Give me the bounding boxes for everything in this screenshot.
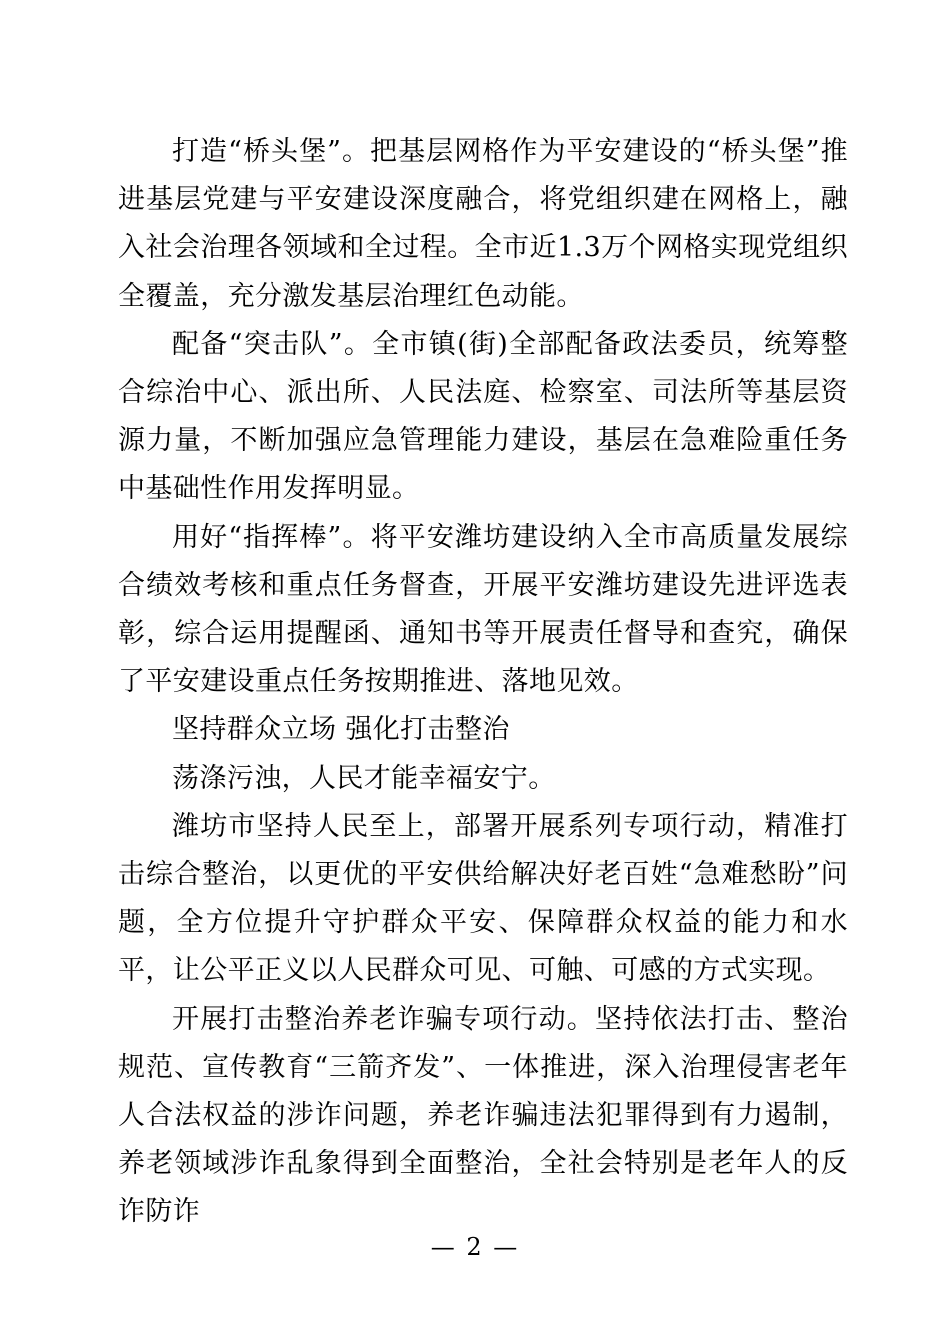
page-number: — 2 — bbox=[430, 1233, 520, 1261]
paragraph-yanglao: 开展打击整治养老诈骗专项行动。坚持依法打击、整治规范、宣传教育“三箭齐发”、一体推进，深入治理侵害老年人合法权益的涉诈问题，养老诈骗违法犯罪得到有力遏制，养老领域涉诈乱象得到全面整治，全社会特别是老年人的反诈防诈 bbox=[118, 1003, 848, 1228]
paragraph-intro: 荡涤污浊，人民才能幸福安宁。 bbox=[172, 762, 556, 794]
paragraph-zhihuibang: 用好“指挥棒”。将平安潍坊建设纳入全市高质量发展综合绩效考核和重点任务督查，开展平安潍坊建设先进评选表彰，综合运用提醒函、通知书等开展责任督导和查究，确保了平安建设重点任务按期推进、落地见效。 bbox=[118, 521, 848, 698]
paragraph-weifang: 潍坊市坚持人民至上，部署开展系列专项行动，精准打击综合整治，以更优的平安供给解决好老百姓“急难愁盼”问题，全方位提升守护群众平安、保障群众权益的能力和水平，让公平正义以人民群众可见、可触、可感的方式实现。 bbox=[118, 810, 848, 987]
paragraph-tujidui: 配备“突击队”。全市镇(街)全部配备政法委员，统筹整合综治中心、派出所、人民法庭、检察室、司法所等基层资源力量，不断加强应急管理能力建设，基层在急难险重任务中基础性作用发挥明显。 bbox=[118, 328, 848, 505]
document-body bbox=[118, 128, 848, 1237]
paragraph-qiaotoubao: 打造“桥头堡”。把基层网格作为平安建设的“桥头堡”推进基层党建与平安建设深度融合，将党组织建在网格上，融入社会治理各领域和全过程。全市近1.3万个网格实现党组织全覆盖，充分激发基层治理红色动能。 bbox=[118, 136, 848, 312]
section-heading: 坚持群众立场 强化打击整治 bbox=[172, 714, 510, 746]
